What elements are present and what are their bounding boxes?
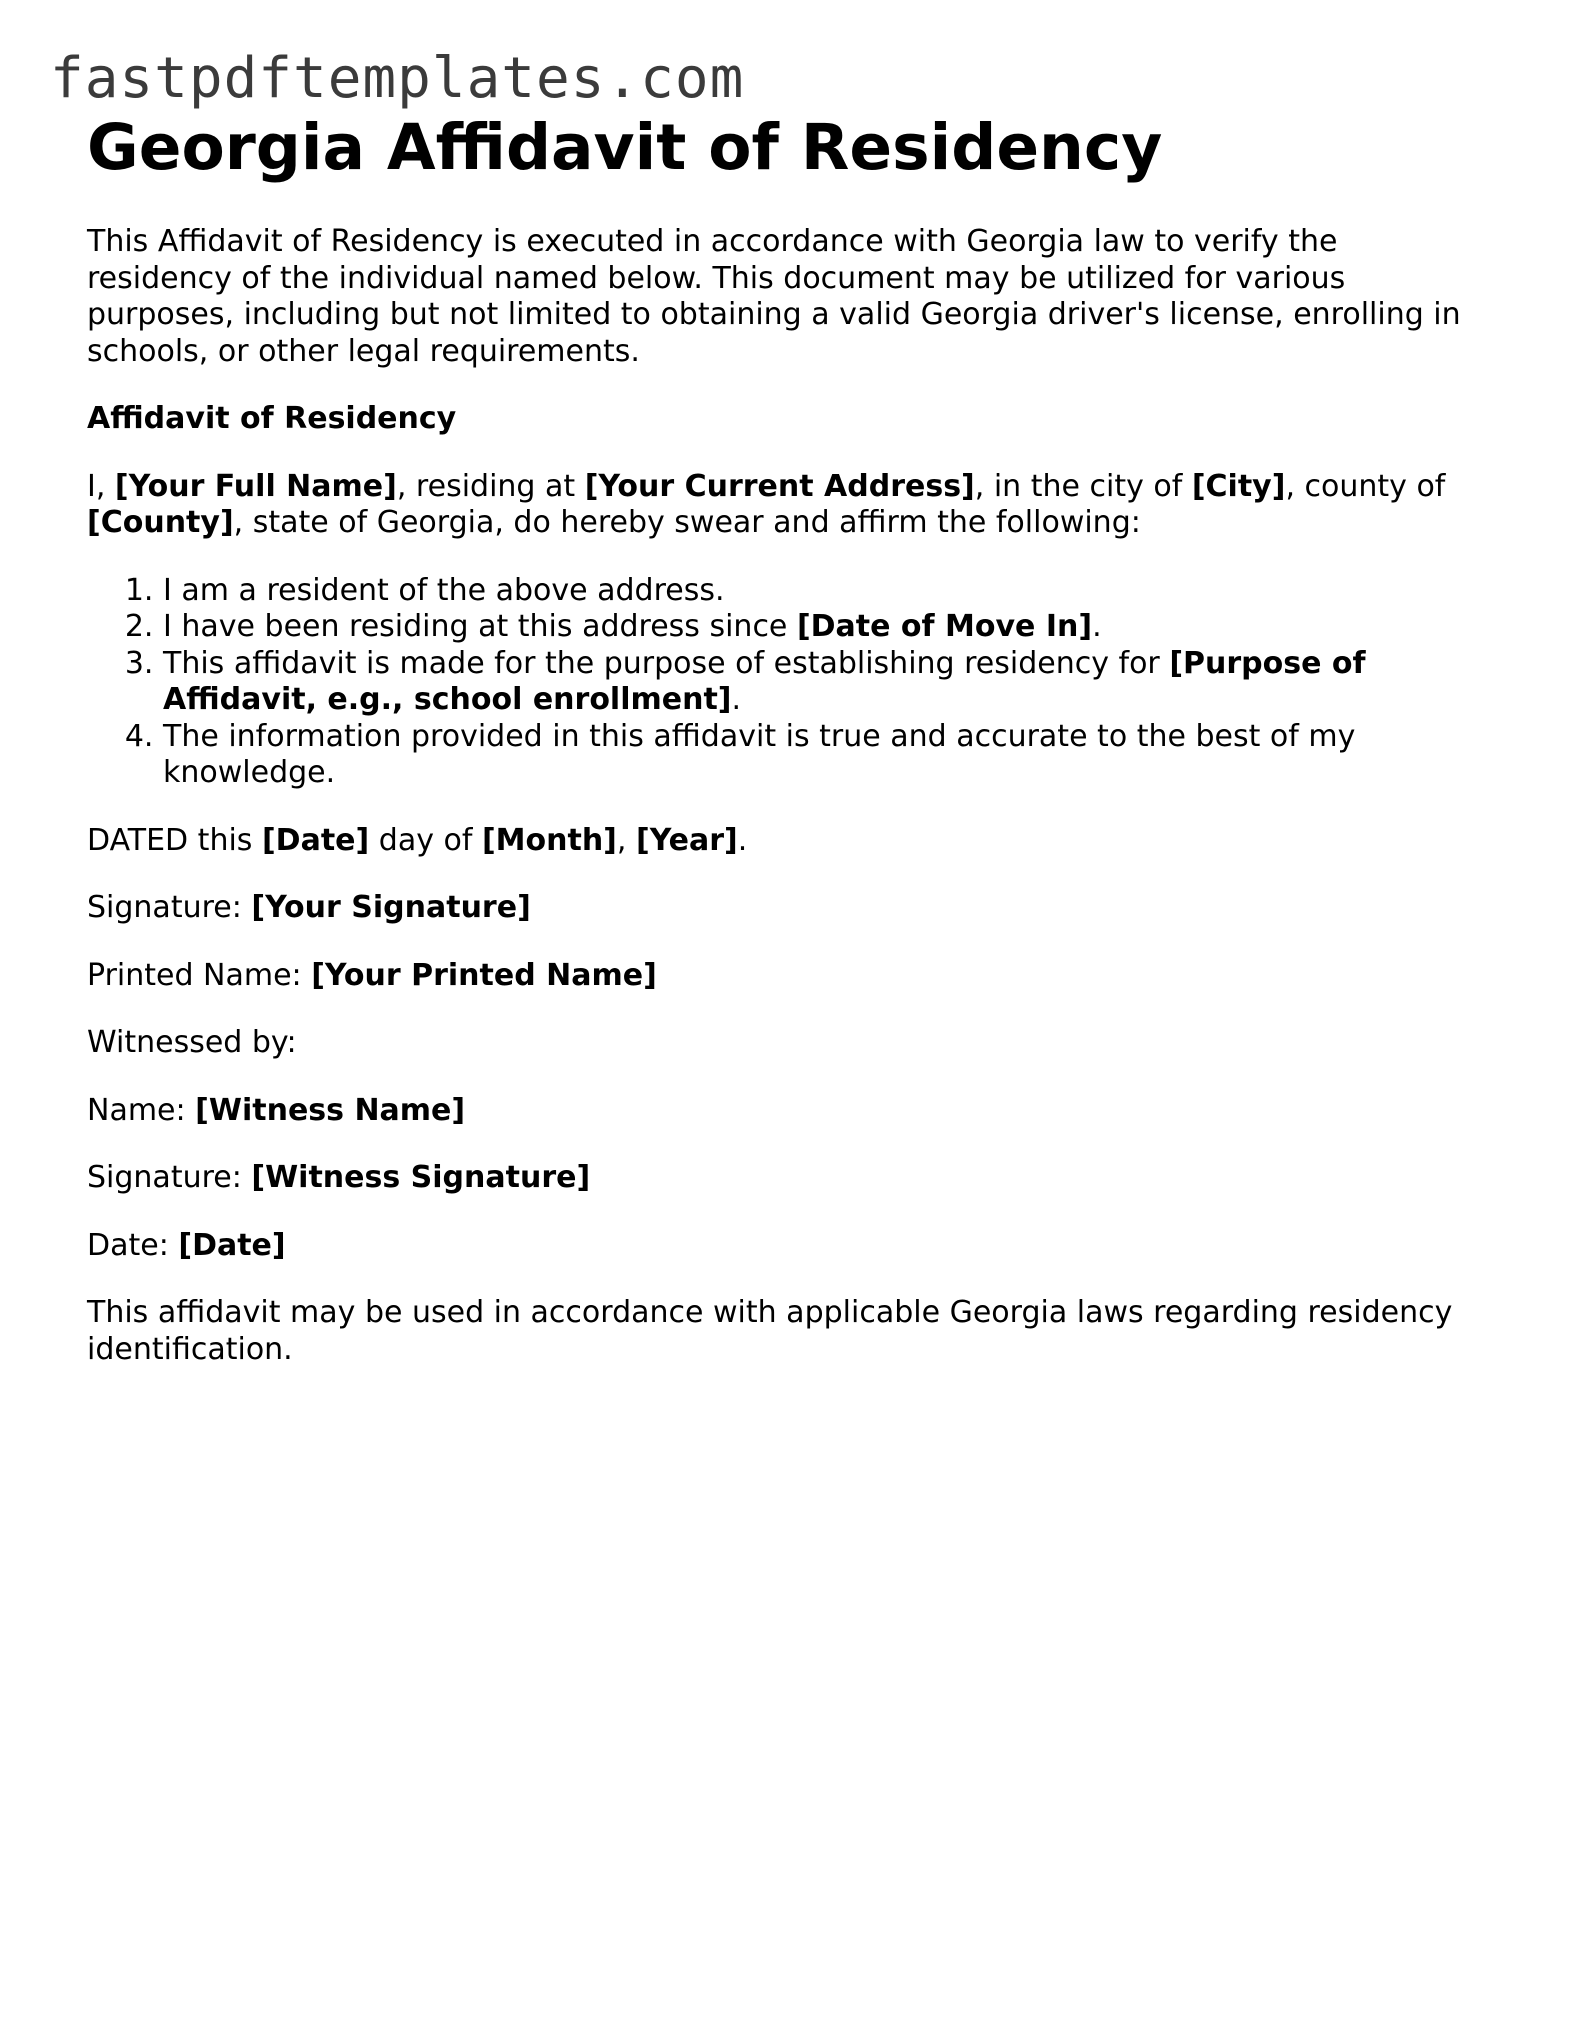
printed-name-line bbox=[87, 958, 1487, 995]
witness-signature-line bbox=[87, 1160, 1487, 1197]
statement-text: , residing at bbox=[396, 468, 585, 504]
signature-label: Signature: bbox=[87, 890, 252, 925]
day-field: [Date] bbox=[261, 822, 370, 858]
witness-name-line bbox=[87, 1093, 1487, 1130]
list-item-text: The information provided in this affidavit is true and accurate to the best of my knowledge. bbox=[163, 718, 1356, 790]
full-name-field: [Your Full Name] bbox=[114, 468, 397, 504]
month-field: [Month] bbox=[481, 822, 617, 858]
statement-text: , county of bbox=[1285, 468, 1446, 504]
witness-name-label: Name: bbox=[87, 1092, 196, 1128]
closing-paragraph: This affidavit may be used in accordance with applicable Georgia laws regarding residency identification. bbox=[87, 1295, 1453, 1367]
statement-text: , in the city of bbox=[974, 468, 1192, 504]
move-in-date-field: [Date of Move In] bbox=[796, 609, 1093, 644]
section-heading: Affidavit of Residency bbox=[87, 401, 457, 436]
witness-signature-field: [Witness Signature] bbox=[251, 1160, 591, 1195]
list-item-text: I am a resident of the above address. bbox=[163, 572, 725, 608]
document-page bbox=[87, 108, 1487, 1368]
witnessed-by-label: Witnessed by: bbox=[87, 1025, 297, 1060]
intro-paragraph: This Affidavit of Residency is executed in accordance with Georgia law to verify the residency of the individual named below. This document may be utilized for various purposes, including but not limited to obtaining a valid Georgia driver's license, enrolling in schools, or other legal requirements. bbox=[87, 224, 1461, 369]
signature-field: [Your Signature] bbox=[251, 890, 531, 925]
list-item-text: I have been residing at this address since bbox=[163, 609, 797, 644]
statement-text: I, bbox=[87, 468, 115, 504]
list-item-text: . bbox=[731, 682, 742, 717]
year-field: [Year] bbox=[635, 822, 738, 858]
list-item-text: This affidavit is made for the purpose of establishing residency for bbox=[163, 645, 1170, 681]
list-item-text: . bbox=[1092, 609, 1102, 644]
dated-text: day of bbox=[369, 822, 482, 858]
list-item bbox=[163, 609, 1487, 646]
witness-signature-label: Signature: bbox=[87, 1160, 252, 1195]
list-item bbox=[163, 573, 1487, 610]
dated-text: DATED this bbox=[87, 822, 262, 858]
county-field: [County] bbox=[87, 505, 234, 540]
watermark: fastpdftemplates.com bbox=[50, 46, 745, 111]
address-field: [Your Current Address] bbox=[584, 468, 975, 504]
document-title: Georgia Affidavit of Residency bbox=[87, 111, 1163, 184]
witness-date-field: [Date] bbox=[178, 1227, 286, 1263]
witness-name-field: [Witness Name] bbox=[195, 1092, 466, 1128]
printed-name-label: Printed Name: bbox=[87, 957, 312, 993]
dated-line bbox=[87, 823, 1487, 860]
list-item bbox=[163, 719, 1487, 792]
affirmation-statement bbox=[87, 469, 1487, 542]
witness-date-line bbox=[87, 1228, 1487, 1265]
dated-text: , bbox=[616, 822, 636, 858]
affirmation-list bbox=[87, 573, 1487, 792]
city-field: [City] bbox=[1191, 468, 1286, 504]
printed-name-field: [Your Printed Name] bbox=[311, 957, 657, 993]
list-item bbox=[163, 646, 1487, 719]
statement-text: , state of Georgia, do hereby swear and affirm the following: bbox=[233, 505, 1141, 540]
dated-text: . bbox=[737, 822, 748, 858]
signature-line bbox=[87, 890, 1487, 927]
witness-date-label: Date: bbox=[87, 1227, 179, 1263]
purpose-field: [Purpose of Affidavit, e.g., school enrollment] bbox=[163, 645, 1366, 717]
